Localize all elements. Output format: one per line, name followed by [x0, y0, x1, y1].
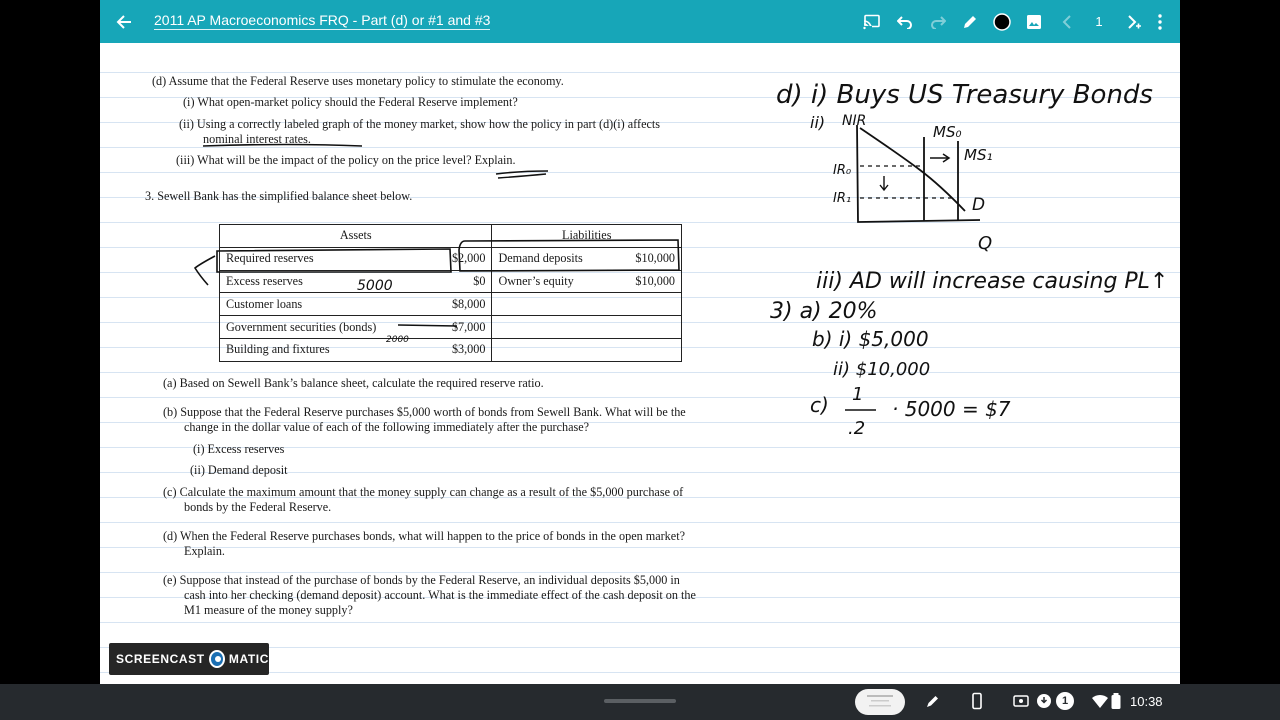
more-icon[interactable]	[1150, 0, 1170, 43]
table-row	[220, 247, 682, 270]
question-3c-line2: bonds by the Federal Reserve.	[184, 500, 332, 514]
page-number: 1	[1095, 14, 1103, 29]
asset-label: Required reserves	[226, 251, 314, 266]
graph-ir1-label: IR₁	[833, 191, 852, 206]
question-3-intro: 3. Sewell Bank has the simplified balance sheet below.	[145, 189, 413, 203]
watermark-right-text: MATIC	[228, 652, 269, 666]
screen-capture-icon[interactable]	[1012, 692, 1030, 715]
worksheet	[100, 43, 760, 684]
vpn-icon[interactable]	[1035, 692, 1053, 715]
table-row	[220, 338, 682, 361]
answer-d-ii-label: ii)	[810, 113, 826, 132]
question-3e-line1: (e) Suppose that instead of the purchase of bonds by the Federal Reserve, an individual deposits $5,000 in	[163, 573, 680, 587]
balance-sheet-table	[219, 224, 682, 362]
prev-page-icon[interactable]	[1055, 0, 1079, 43]
question-3b-i: (i) Excess reserves	[193, 442, 285, 456]
pen-icon[interactable]	[958, 0, 982, 43]
wifi-icon[interactable]	[1091, 692, 1109, 715]
bonds-note: 2000	[386, 335, 409, 345]
question-d-iii: (iii) What will be the impact of the policy on the price level? Explain.	[176, 153, 516, 167]
graph-q-label: Q	[978, 233, 993, 254]
holding-space-thumbnail[interactable]	[855, 689, 905, 715]
next-page-icon[interactable]	[1122, 0, 1146, 43]
clock[interactable]: 10:38	[1130, 694, 1163, 709]
asset-value: $7,000	[451, 319, 486, 334]
table-row	[220, 270, 682, 293]
graph-ms1-label: MS₁	[964, 146, 993, 164]
watermark-logo-icon	[209, 650, 225, 668]
asset-label: Government securities (bonds)	[226, 319, 377, 334]
answer-d-i: d) i) Buys US Treasury Bonds	[776, 80, 1153, 110]
top-toolbar	[100, 0, 1180, 43]
answer-3a: 3) a) 20%	[770, 299, 878, 324]
ink-color-icon[interactable]	[990, 0, 1014, 43]
table-row	[220, 293, 682, 316]
question-3e-line2: cash into her checking (demand deposit) account. What is the immediate effect of the cash deposit on the	[184, 588, 696, 602]
undo-icon[interactable]	[893, 0, 917, 43]
answer-3c-prefix: c)	[810, 393, 829, 417]
question-d-ii-line2: nominal interest rates.	[203, 132, 311, 146]
asset-label: Excess reserves	[226, 273, 303, 288]
question-3e-line3: M1 measure of the money supply?	[184, 603, 353, 617]
image-icon[interactable]	[1022, 0, 1046, 43]
liability-label: Demand deposits	[498, 251, 583, 266]
question-d-ii-line1: (ii) Using a correctly labeled graph of the money market, show how the policy in part (d)(i) affects	[179, 117, 661, 131]
redo-icon[interactable]	[926, 0, 950, 43]
answer-d-iii: iii) AD will increase causing PL↑	[816, 269, 1169, 294]
excess-reserves-note: 5000	[357, 278, 393, 294]
question-3b-line2: change in the dollar value of each of the following immediately after the purchase?	[184, 420, 590, 434]
liability-label: Owner’s equity	[498, 273, 574, 288]
cast-icon[interactable]	[860, 0, 884, 43]
asset-label: Customer loans	[226, 296, 303, 311]
phone-icon[interactable]	[968, 692, 986, 715]
answer-3c-numerator: 1	[852, 384, 864, 405]
assets-header: Assets	[220, 225, 492, 248]
graph-d-label: D	[972, 195, 986, 215]
back-arrow-icon[interactable]	[112, 0, 136, 43]
question-3b-ii: (ii) Demand deposit	[190, 463, 288, 477]
liabilities-header: Liabilities	[492, 225, 682, 248]
liability-value: $10,000	[635, 273, 675, 288]
question-3a: (a) Based on Sewell Bank’s balance sheet, calculate the required reserve ratio.	[163, 376, 544, 390]
table-row	[220, 316, 682, 339]
stylus-icon[interactable]	[924, 692, 942, 715]
liability-value: $10,000	[635, 251, 675, 266]
asset-value: $8,000	[451, 296, 486, 311]
graph-ir0-label: IR₀	[833, 163, 852, 178]
asset-value: $3,000	[451, 342, 486, 357]
answer-3b-ii: ii) $10,000	[833, 359, 931, 380]
battery-icon[interactable]	[1110, 692, 1122, 715]
answer-3c-denominator: .2	[848, 418, 866, 439]
question-3d-line1: (d) When the Federal Reserve purchases bonds, what will happen to the price of bonds in the open market?	[163, 529, 685, 543]
document-title[interactable]: 2011 AP Macroeconomics FRQ - Part (d) or #1 and #3	[154, 12, 491, 28]
asset-label: Building and fixtures	[226, 342, 330, 357]
graph-ms0-label: MS₀	[933, 123, 962, 141]
question-3d-line2: Explain.	[184, 544, 225, 558]
graph-y-label: NIR	[842, 113, 867, 129]
question-d-i: (i) What open-market policy should the Federal Reserve implement?	[183, 95, 518, 109]
notes-app-window	[100, 0, 1180, 684]
question-d-intro: (d) Assume that the Federal Reserve uses monetary policy to stimulate the economy.	[152, 74, 564, 88]
answer-3c-rest: · 5000 = $7	[892, 397, 1011, 421]
watermark-left-text: SCREENCAST	[116, 652, 205, 666]
screencast-watermark	[109, 643, 269, 675]
shelf-handle[interactable]	[604, 699, 676, 703]
system-shelf	[0, 684, 1280, 720]
question-3b-line1: (b) Suppose that the Federal Reserve purchases $5,000 worth of bonds from Sewell Bank. What will be the	[163, 405, 686, 419]
answer-3b-i: b) i) $5,000	[812, 327, 929, 351]
notification-icon[interactable]: 1	[1056, 692, 1074, 710]
asset-value: $0	[473, 273, 486, 288]
asset-value: $2,000	[451, 251, 486, 266]
question-3c-line1: (c) Calculate the maximum amount that the money supply can change as a result of the $5,000 purchase of	[163, 485, 684, 499]
